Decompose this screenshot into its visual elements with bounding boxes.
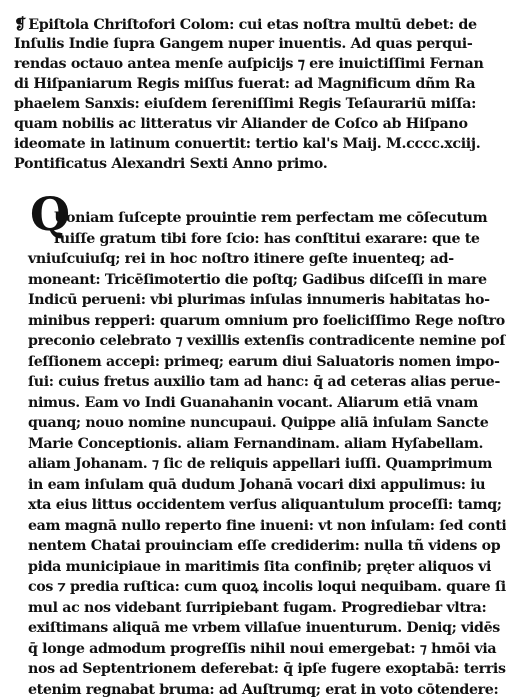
body-text-block: [28, 208, 432, 700]
heading-block: [14, 14, 428, 174]
heading-line: quam nobilis ac litteratus vir Aliander de Coſco ab Hiſpano: [14, 114, 428, 134]
body-line: in eam inſulam quā dudum Johanā vocari dixi appulimus: iu: [28, 475, 432, 496]
heading-line: ideomate in latinum conuertit: tertio kal's Maij. M.cccc.xciij.: [14, 134, 428, 154]
body-line: ſeſſionem accepi: primeq; earum diui Saluatoris nomen impo-: [28, 352, 432, 373]
body-line: vniuſcuiuſq; rei in hoc noſtro itinere geſte inuenteq; ad-: [28, 249, 432, 270]
body-line: Marie Conceptionis. aliam Fernandinam. aliam Hyſabellam.: [28, 434, 432, 455]
body-line: fuiſſe gratum tibi fore ſcio: has conſtitui exarare: que te: [28, 229, 432, 250]
body-line: ſui: cuius fretus auxilio tam ad hanc: q̄ ad ceteras alias perue-: [28, 372, 432, 393]
body-line: exiſtimans aliquā me vrbem villaſue inuenturum. Deniq; vidēs: [28, 618, 432, 639]
body-line: nimus. Eam vo Indi Guanahanin vocant. Aliarum etiā vnam: [28, 393, 432, 414]
body-line: aliam Johanam. ⁊ ſic de reliquis appellari iuſſi. Quamprimum: [28, 454, 432, 475]
body-line: nos ad Septentrionem deferebat: q̄ ipſe fugere exoptabā: terris: [28, 659, 432, 680]
heading-line: [14, 14, 428, 34]
heading-line: phaelem Sanxis: eiuſdem ſereniſſimi Regis Teſaurariū miſſa:: [14, 94, 428, 114]
heading-line-text: Epiſtola Chriſtofori Colom: cui etas noſtra multū debet: de: [28, 17, 477, 33]
heading-line: Pontificatus Alexandri Sexti Anno primo.: [14, 154, 428, 174]
body-line: moneant: Tricēſimotertio die poſtq; Gadibus diſceſſi in mare: [28, 270, 432, 291]
body-line: q̄ longe admodum progreſſis nihil noui emergebat: ⁊ hmōi via: [28, 639, 432, 660]
body-line: minibus repperi: quarum omnium pro foeliciſſimo Rege noſtro: [28, 311, 432, 332]
body-line: nentem Chatai prouinciam eſſe crediderim: nulla tñ videns op: [28, 536, 432, 557]
body-line: etenim regnabat bruma: ad Auſtrumq; erat in voto cōtendere:: [28, 680, 432, 700]
body-line: Indicū perueni: vbi plurimas inſulas innumeris habitatas ho-: [28, 290, 432, 311]
body-line: xta eius littus occidentem verſus aliquantulum proceſſi: tamq;: [28, 495, 432, 516]
body-line: pida municipiaue in maritimis ſita confinib; pręter aliquos vi: [28, 557, 432, 578]
heading-line: Inſulis Indie ſupra Gangem nuper inuentis. Ad quas perqui-: [14, 34, 428, 54]
body-line: Uoniam ſuſcepte prouintie rem perfectam me cōſecutum: [28, 208, 432, 229]
pilcrow-mark: ❡: [14, 14, 26, 34]
heading-line: di Hiſpaniarum Regis miſſus fuerat: ad Magnificum dñm Ra: [14, 74, 428, 94]
heading-line: rendas octauo antea menſe auſpicijs ⁊ ere inuictiſſimi Fernan: [14, 54, 428, 74]
body-line: cos ⁊ predia ruſtica: cum quoꝝ incolis loqui nequibam. quare ſi: [28, 577, 432, 598]
drop-cap-initial: Q: [30, 190, 60, 238]
body-line: mul ac nos videbant ſurripiebant fugam. Progrediebar vltra:: [28, 598, 432, 619]
body-line: quanq; nouo nomine nuncupaui. Quippe aliā inſulam Sancte: [28, 413, 432, 434]
body-line: preconio celebrato ⁊ vexillis extenſis contradicente nemine poſ: [28, 331, 432, 352]
body-line: eam magnā nullo reperto fine inueni: vt non inſulam: ſed conti: [28, 516, 432, 537]
